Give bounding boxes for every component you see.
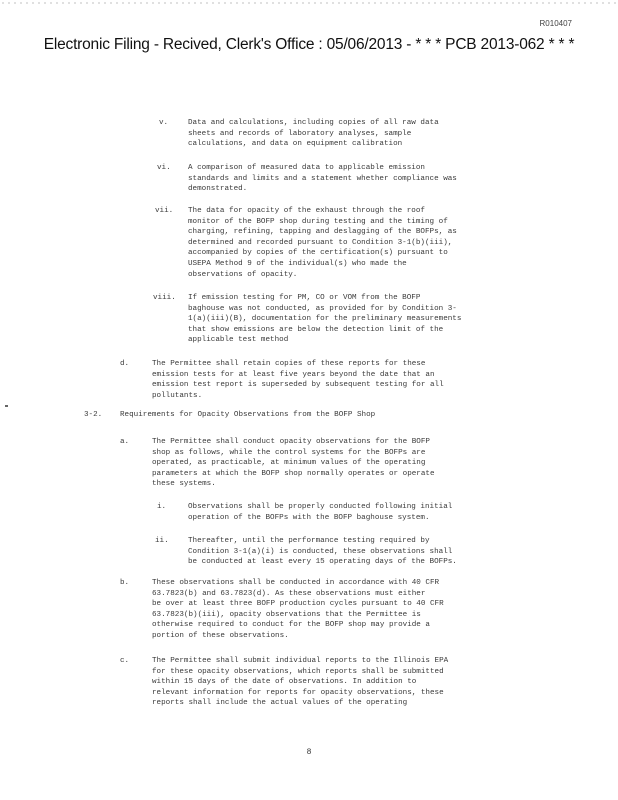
item-marker-vii: vii. <box>155 207 174 215</box>
item-marker-c: c. <box>120 657 130 665</box>
section-heading-3-2: Requirements for Opacity Observations from the BOFP Shop <box>120 411 376 419</box>
item-text-viii: If emission testing for PM, CO or VOM from the BOFP baghouse was not conducted, as provided for by Condition 3- 1(a)(iii)(B), documentation for the preliminary measurements that show emissions are below the detection limit of the applicable test method <box>188 294 462 345</box>
item-marker-a: a. <box>120 438 130 446</box>
item-marker-b: b. <box>120 579 130 587</box>
item-marker-viii: viii. <box>153 294 176 302</box>
item-text-a: The Permittee shall conduct opacity observations for the BOFP shop as follows, while the control systems for the BOFPs are operated, as practicable, at minimum values of the operating parameters at which the BOFP shop normally operates or operate these systems. <box>152 438 435 489</box>
item-text-c: The Permittee shall submit individual reports to the Illinois EPA for these opacity observations, which reports shall be submitted within 15 days of the date of observations. In addition to relevant information for reports for opacity observations, these reports shall include the actual values of the operating <box>152 657 449 708</box>
page-number: 8 <box>306 748 312 757</box>
item-text-d: The Permittee shall retain copies of these reports for these emission tests for at least five years beyond the date that an emission test report is superseded by subsequent testing for all pollutants. <box>152 360 444 400</box>
scan-margin-mark <box>5 405 8 407</box>
item-text-ii: Thereafter, until the performance testing required by Condition 3-1(a)(i) is conducted, these observations shall be conducted at least every 15 operating days of the BOFPs. <box>188 537 457 567</box>
item-marker-vi: vi. <box>157 164 171 172</box>
item-text-b: These observations shall be conducted in accordance with 40 CFR 63.7823(b) and 63.7823(d). As these observations must either be over at least three BOFP production cycles pursuant to 40 CFR 63.7823(b)(iii), opacity observations that the Permittee is otherwise required to conduct for the BOFP shop may provide a portion of these observations. <box>152 579 444 640</box>
item-marker-i: i. <box>157 503 167 511</box>
item-text-vii: The data for opacity of the exhaust through the roof monitor of the BOFP shop during testing and the timing of charging, refining, tapping and deslagging of the BOFPs, as determined and recorded pursuant to Condition 3-1(b)(iii), accompanied by copies of the certification(s) pursuant to USEPA Method 9 of the individual(s) who made the observations of opacity. <box>188 207 457 279</box>
item-text-v: Data and calculations, including copies of all raw data sheets and records of laboratory analyses, sample calculations, and data on equipment calibration <box>188 119 439 149</box>
document-reference-number: R010407 <box>539 19 572 28</box>
filing-stamp-header: Electronic Filing - Recived, Clerk's Office : 05/06/2013 - * * * PCB 2013-062 * * * <box>43 36 575 53</box>
item-text-vi: A comparison of measured data to applicable emission standards and limits and a statement whether compliance was demonstrated. <box>188 164 457 194</box>
item-text-i: Observations shall be properly conducted following initial operation of the BOFPs with the BOFP baghouse system. <box>188 503 453 522</box>
item-marker-ii: ii. <box>155 537 169 545</box>
section-marker-3-2: 3-2. <box>84 411 103 419</box>
scan-top-edge <box>0 2 618 4</box>
item-marker-v: v. <box>159 119 169 127</box>
item-marker-d: d. <box>120 360 130 368</box>
